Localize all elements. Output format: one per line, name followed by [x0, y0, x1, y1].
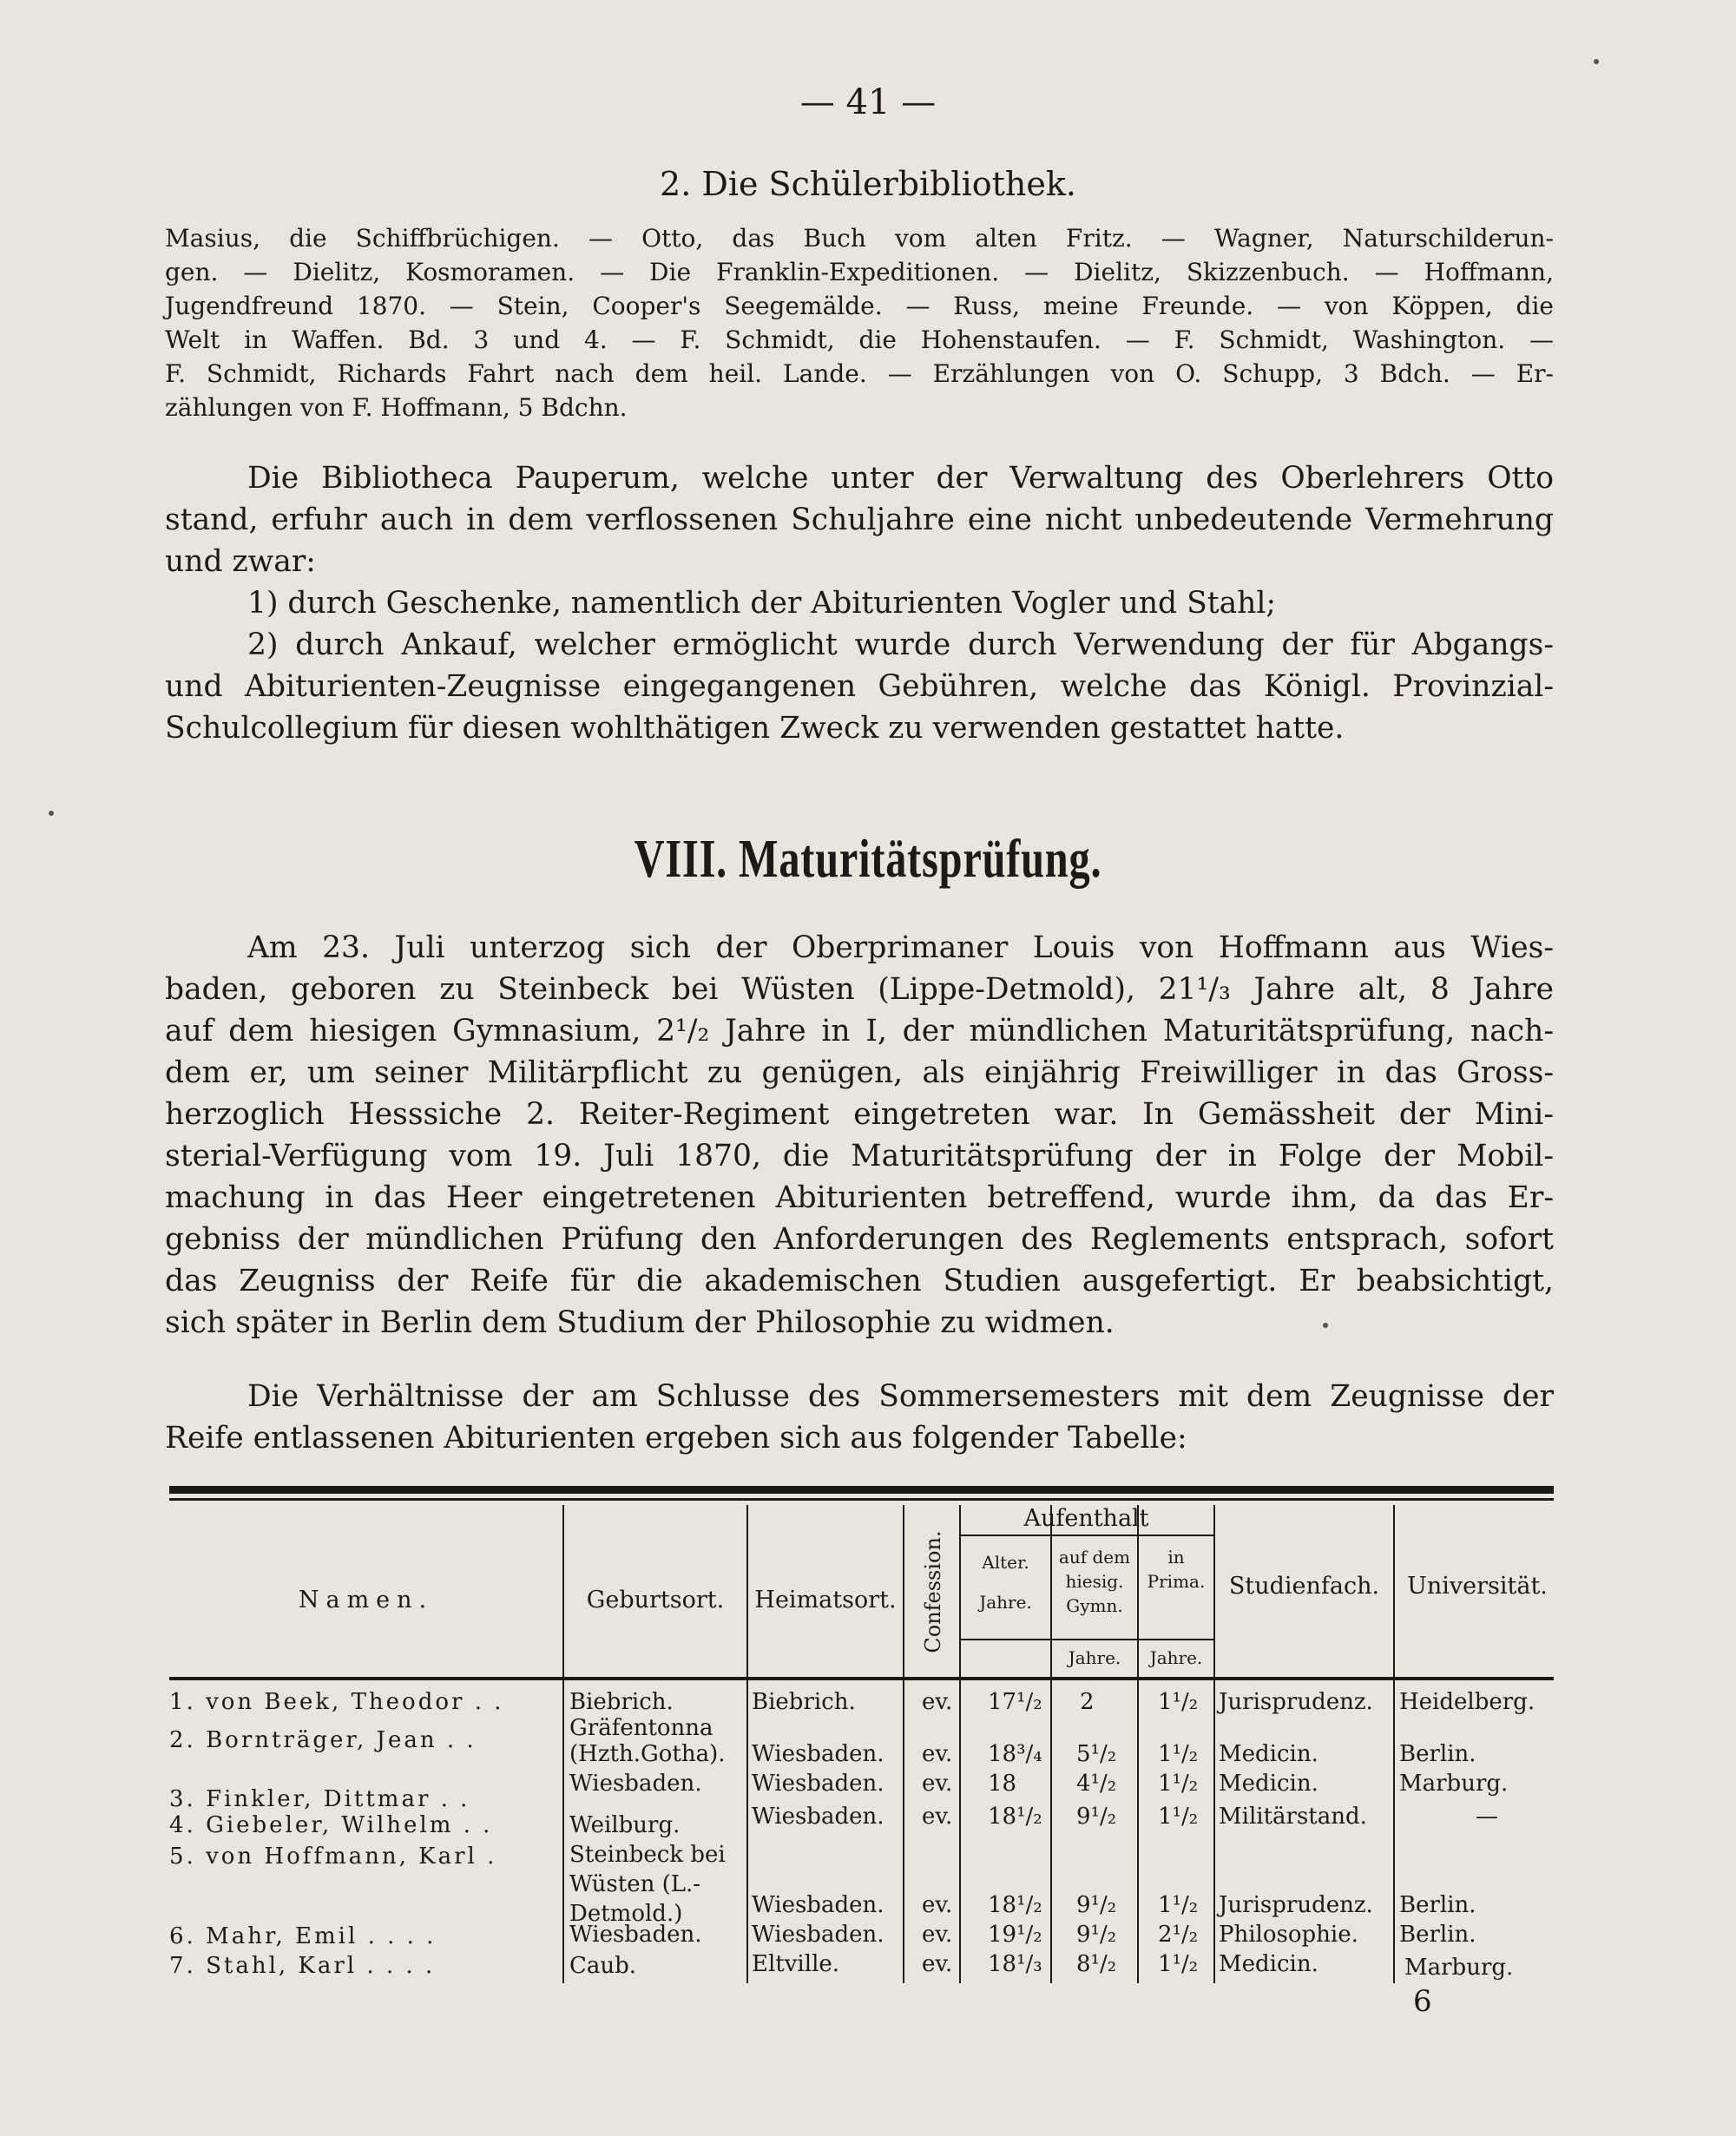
paragraph-line: Reife entlassenen Abiturienten ergeben sich aus folgender Tabelle: [165, 1421, 1187, 1456]
cell-confession: ev. [922, 1951, 953, 1977]
cell-gymn: 9¹/₂ [1076, 1922, 1117, 1948]
paragraph-line: machung in das Heer eingetretenen Abiturienten betreffend, wurde ihm, da das Er- [165, 1180, 1554, 1215]
paragraph-line: 2) durch Ankauf, welcher ermöglicht wurde durch Verwendung der für Abgangs- [247, 628, 1554, 662]
cell-studienfach: Militärstand. [1219, 1804, 1367, 1830]
jahre-rule [959, 1639, 1213, 1640]
cell-geburtsort: Gräfentonna (Hzth.Gotha). [569, 1715, 726, 1767]
paragraph-line: Die Verhältnisse der am Schlusse des Sommersemesters mit dem Zeugnisse der [247, 1379, 1554, 1414]
cell-heimatsort: Wiesbaden. [752, 1804, 884, 1830]
cell-heimatsort: Wiesbaden. [752, 1922, 884, 1948]
paragraph-line: gebniss der mündlichen Prüfung den Anforderungen des Reglements entsprach, sofort [165, 1222, 1554, 1257]
cell-confession: ev. [922, 1771, 953, 1797]
cell-confession: ev. [922, 1892, 953, 1918]
cell-alter: 18¹/₂ [988, 1892, 1042, 1918]
cell-name: 1. von Beek, Theodor . . [169, 1689, 504, 1715]
cell-heimatsort: Biebrich. [752, 1689, 856, 1715]
library-list [165, 221, 1554, 424]
paragraph-line: Die Bibliotheca Pauperum, welche unter der Verwaltung des Oberlehrers Otto [247, 461, 1554, 496]
header-geburtsort: Geburtsort. [586, 1587, 725, 1614]
cell-alter: 19¹/₂ [988, 1922, 1042, 1948]
paragraph-line: und Abiturienten-Zeugnisse eingegangenen Gebühren, welche das Königl. Provinzial- [165, 669, 1554, 704]
header-aufenthalt: Aufenthalt [1023, 1505, 1149, 1532]
library-list-line: zählungen von F. Hoffmann, 5 Bdchn. [165, 393, 628, 422]
cell-name: 3. Finkler, Dittmar . . [169, 1786, 470, 1812]
cell-alter: 17¹/₂ [988, 1689, 1042, 1715]
cell-confession: ev. [922, 1741, 953, 1767]
cell-prima: 2¹/₂ [1158, 1922, 1199, 1948]
cell-studienfach: Philosophie. [1219, 1922, 1358, 1948]
cell-universitaet: Berlin. [1399, 1892, 1476, 1918]
table-header-rule [169, 1677, 1554, 1680]
cell-name: 2. Bornträger, Jean . . [169, 1727, 477, 1753]
header-alter: Alter. [982, 1552, 1029, 1573]
header-heimatsort: Heimatsort. [754, 1587, 897, 1614]
cell-heimatsort: Wiesbaden. [752, 1741, 884, 1767]
paragraph-line: stand, erfuhr auch in dem verflossenen Schuljahre eine nicht unbedeutende Vermehrung [165, 503, 1554, 537]
page-number: — 41 — [799, 82, 937, 122]
cell-gymn: 5¹/₂ [1076, 1741, 1117, 1767]
cell-universitaet: Marburg. [1404, 1955, 1514, 1981]
cell-confession: ev. [922, 1922, 953, 1948]
paragraph-pauperum [165, 457, 1554, 749]
cell-confession: ev. [922, 1689, 953, 1715]
cell-universitaet: Berlin. [1399, 1922, 1476, 1948]
section-title: 2. Die Schülerbibliothek. [660, 165, 1076, 203]
paragraph-line: dem er, um seiner Militärpflicht zu genügen, als einjährig Freiwilliger in das Gross- [165, 1055, 1554, 1090]
header-universitaet: Universität. [1407, 1573, 1548, 1600]
header-confession: Confession. [921, 1530, 945, 1653]
cell-studienfach: Jurisprudenz. [1219, 1892, 1373, 1918]
paragraph-exam [165, 927, 1554, 1344]
cell-alter: 18¹/₃ [988, 1951, 1042, 1977]
cell-prima: 1¹/₂ [1158, 1892, 1199, 1918]
cell-prima: 1¹/₂ [1158, 1951, 1199, 1977]
cell-geburtsort: Wiesbaden. [569, 1771, 702, 1797]
cell-name: 7. Stahl, Karl . . . . [169, 1953, 436, 1979]
paragraph-line: 1) durch Geschenke, namentlich der Abiturienten Vogler und Stahl; [247, 586, 1277, 621]
cell-studienfach: Medicin. [1219, 1741, 1318, 1767]
cell-gymn: 2 [1080, 1689, 1095, 1715]
table-top-rule [169, 1486, 1554, 1494]
cell-geburtsort: Steinbeck bei Wüsten (L.-Detmold.) [569, 1842, 726, 1927]
cell-name: 6. Mahr, Emil . . . . [169, 1923, 437, 1949]
cell-universitaet: Marburg. [1399, 1771, 1509, 1797]
column-divider [959, 1505, 961, 1983]
column-divider [746, 1505, 748, 1983]
header-prima: in Prima. [1147, 1547, 1206, 1592]
cell-alter: 18¹/₂ [988, 1804, 1042, 1830]
signature-mark: 6 [1413, 1984, 1432, 2019]
cell-gymn: 4¹/₂ [1076, 1771, 1117, 1797]
cell-prima: 1¹/₂ [1158, 1804, 1199, 1830]
paragraph-line: sterial-Verfügung vom 19. Juli 1870, die Maturitätsprüfung der in Folge der Mobil- [165, 1139, 1554, 1173]
speck [1594, 59, 1599, 64]
cell-geburtsort: Biebrich. [569, 1689, 674, 1715]
cell-universitaet: — [1476, 1804, 1498, 1830]
speck [49, 811, 54, 816]
cell-gymn: 9¹/₂ [1076, 1892, 1117, 1918]
table-top-rule-thin [169, 1498, 1554, 1501]
library-list-line: Masius, die Schiffbrüchigen. — Otto, das Buch vom alten Fritz. — Wagner, Naturschilderun- [165, 224, 1554, 253]
cell-gymn: 8¹/₂ [1076, 1951, 1117, 1977]
header-namen: Namen. [298, 1587, 434, 1614]
paragraph-line: und zwar: [165, 544, 316, 579]
paragraph-line: sich später in Berlin dem Studium der Philosophie zu widmen. [165, 1305, 1115, 1340]
cell-geburtsort: Weilburg. [569, 1812, 681, 1838]
library-list-line: F. Schmidt, Richards Fahrt nach dem heil. Lande. — Erzählungen von O. Schupp, 3 Bdch. — Er- [165, 359, 1554, 388]
library-list-line: gen. — Dielitz, Kosmoramen. — Die Franklin-Expeditionen. — Dielitz, Skizzenbuch. — Hoffmann, [165, 258, 1554, 286]
paragraph-table-intro [165, 1376, 1554, 1459]
column-divider [562, 1505, 564, 1983]
cell-alter: 18 [988, 1771, 1017, 1797]
header-alter-jahre: Jahre. [979, 1592, 1032, 1613]
cell-geburtsort: Caub. [569, 1953, 637, 1979]
cell-prima: 1¹/₂ [1158, 1689, 1199, 1715]
cell-universitaet: Heidelberg. [1399, 1689, 1535, 1715]
cell-studienfach: Jurisprudenz. [1219, 1689, 1373, 1715]
cell-name: 4. Giebeler, Wilhelm . . [169, 1812, 493, 1838]
paragraph-line: herzoglich Hesssiche 2. Reiter-Regiment eingetreten war. In Gemässheit der Mini- [165, 1097, 1554, 1132]
header-gymn: auf dem hiesig. Gymn. [1058, 1547, 1131, 1616]
speck [1323, 1323, 1328, 1328]
paragraph-line: Schulcollegium für diesen wohlthätigen Zweck zu verwenden gestattet hatte. [165, 711, 1345, 746]
cell-name: 5. von Hoffmann, Karl . [169, 1844, 497, 1870]
cell-geburtsort: Wiesbaden. [569, 1922, 702, 1948]
header-studienfach: Studienfach. [1228, 1573, 1380, 1600]
column-divider [903, 1505, 904, 1983]
chapter-title: VIII. Maturitätsprüfung. [634, 830, 1102, 889]
cell-gymn: 9¹/₂ [1076, 1804, 1117, 1830]
cell-universitaet: Berlin. [1399, 1741, 1476, 1767]
paragraph-line: Am 23. Juli unterzog sich der Oberprimaner Louis von Hoffmann aus Wies- [247, 930, 1554, 965]
header-gymn-jahre: Jahre. [1068, 1647, 1121, 1668]
cell-confession: ev. [922, 1804, 953, 1830]
cell-studienfach: Medicin. [1219, 1951, 1318, 1977]
cell-studienfach: Medicin. [1219, 1771, 1318, 1797]
aufenthalt-rule [959, 1535, 1213, 1536]
paragraph-line: baden, geboren zu Steinbeck bei Wüsten (Lippe-Detmold), 21¹/₃ Jahre alt, 8 Jahre [165, 972, 1554, 1007]
cell-prima: 1¹/₂ [1158, 1741, 1199, 1767]
cell-heimatsort: Wiesbaden. [752, 1771, 884, 1797]
paragraph-line: auf dem hiesigen Gymnasium, 2¹/₂ Jahre in I, der mündlichen Maturitätsprüfung, nach- [165, 1014, 1554, 1048]
cell-alter: 18³/₄ [988, 1741, 1042, 1767]
paragraph-line: das Zeugniss der Reife für die akademischen Studien ausgefertigt. Er beabsichtigt, [165, 1264, 1554, 1298]
cell-heimatsort: Eltville. [752, 1951, 840, 1977]
header-prima-jahre: Jahre. [1149, 1647, 1203, 1668]
cell-prima: 1¹/₂ [1158, 1771, 1199, 1797]
cell-heimatsort: Wiesbaden. [752, 1892, 884, 1918]
library-list-line: Jugendfreund 1870. — Stein, Cooper's Seegemälde. — Russ, meine Freunde. — von Köppen, die [165, 292, 1554, 320]
library-list-line: Welt in Waffen. Bd. 3 und 4. — F. Schmidt, die Hohenstaufen. — F. Schmidt, Washington. — [165, 325, 1554, 354]
